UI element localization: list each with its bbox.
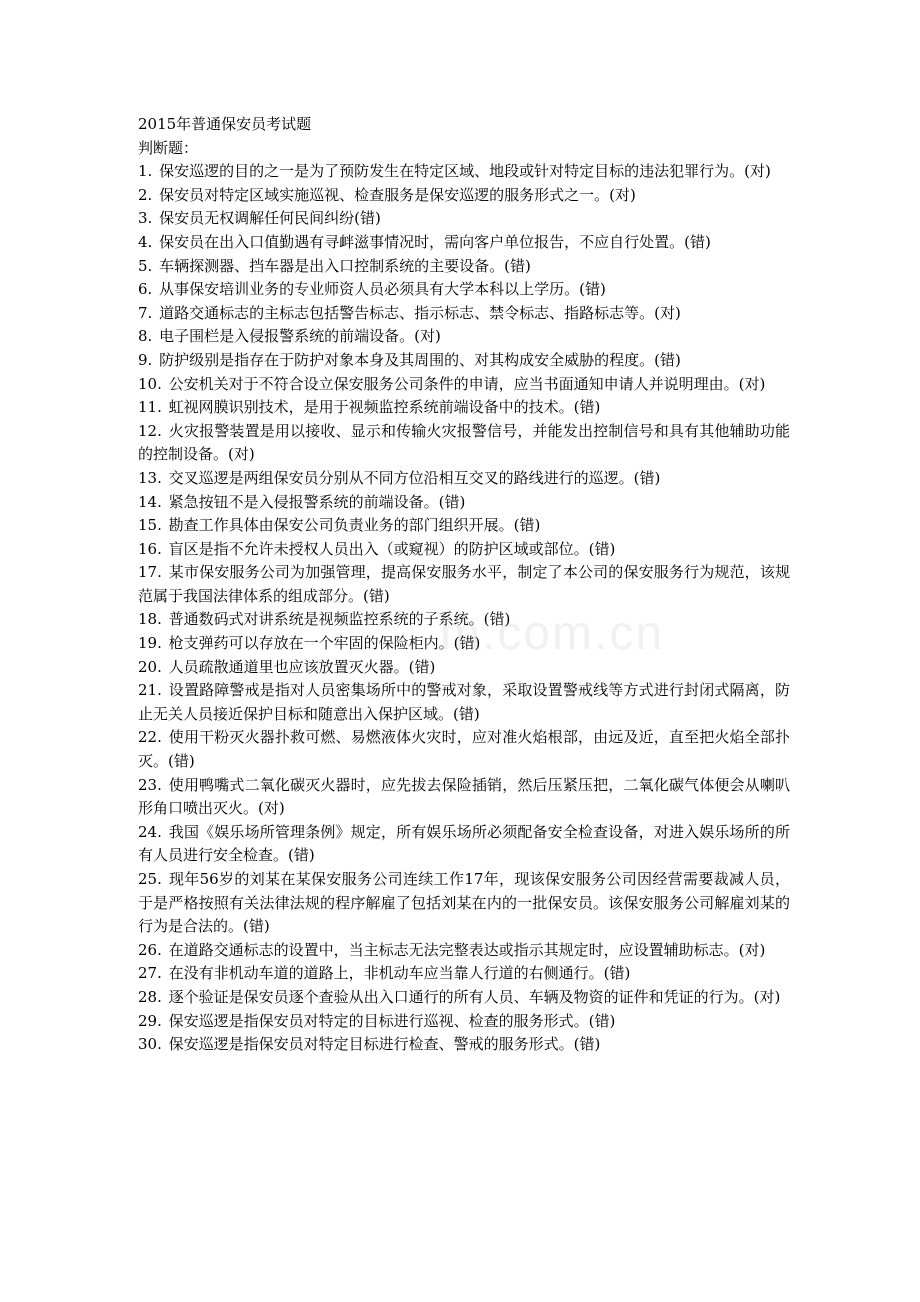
question-text: 逐个验证是保安员逐个查验从出入口通行的所有人员、车辆及物资的证件和凭证的行为。(对): [168, 987, 781, 1006]
question-text: 使用鸭嘴式二氧化碳灭火器时，应先拔去保险插销，然后压紧压把，二氧化碳气体便会从喇叭形角口喷出灭火。(对): [138, 775, 790, 818]
question-text: 车辆探测器、挡车器是出入口控制系统的主要设备。(错): [159, 256, 531, 275]
question-text: 在没有非机动车道的道路上，非机动车应当靠人行道的右侧通行。(错): [168, 964, 631, 983]
question-item: [138, 821, 790, 868]
question-text: 保安巡逻是指保安员对特定的目标进行巡视、检查的服务形式。(错): [168, 1011, 616, 1030]
question-item: [138, 656, 790, 680]
question-text: 保安员在出入口值勤遇有寻衅滋事情况时，需向客户单位报告，不应自行处置。(错): [159, 232, 711, 251]
question-number: 22.: [138, 728, 162, 747]
question-number: 4.: [138, 232, 153, 251]
question-item: [138, 255, 790, 279]
question-text: 某市保安服务公司为加强管理，提高保安服务水平，制定了本公司的保安服务行为规范，该规范属于我国法律体系的组成部分。(错): [138, 563, 790, 605]
question-text: 保安巡逻的目的之一是为了预防发生在特定区域、地段或针对特定目标的违法犯罪行为。(对): [159, 162, 771, 181]
question-text: 盲区是指不允许未授权人员出入（或窥视）的防护区域或部位。(错): [168, 539, 616, 558]
question-text: 防护级别是指存在于防护对象本身及其周围的、对其构成安全威胁的程度。(错): [159, 350, 681, 369]
question-number: 7.: [138, 303, 153, 322]
question-item: [138, 491, 790, 515]
question-number: 17.: [138, 563, 162, 582]
question-item: [138, 1010, 790, 1034]
question-item: [138, 160, 790, 184]
question-number: 26.: [138, 940, 162, 959]
question-item: [138, 207, 790, 231]
question-item: [138, 986, 790, 1010]
question-number: 9.: [138, 350, 153, 369]
question-item: [138, 396, 790, 420]
question-item: [138, 632, 790, 656]
question-item: [138, 868, 790, 939]
question-item: [138, 467, 790, 491]
question-item: [138, 420, 790, 467]
question-number: 5.: [138, 256, 153, 275]
question-number: 18.: [138, 610, 162, 629]
question-number: 25.: [138, 870, 162, 888]
question-number: 24.: [138, 822, 162, 841]
question-text: 从事保安培训业务的专业师资人员必须具有大学本科以上学历。(错): [159, 280, 606, 299]
question-item: [138, 774, 790, 821]
question-number: 1.: [138, 162, 153, 181]
question-number: 16.: [138, 539, 162, 558]
question-text: 在道路交通标志的设置中，当主标志无法完整表达或指示其规定时，应设置辅助标志。(对): [168, 940, 766, 959]
question-item: [138, 373, 790, 397]
question-item: [138, 608, 790, 632]
question-text: 保安员对特定区域实施巡视、检查服务是保安巡逻的服务形式之一。(对): [159, 185, 636, 204]
question-number: 27.: [138, 964, 162, 983]
question-number: 12.: [138, 421, 162, 440]
question-text: 现年56岁的刘某在某保安服务公司连续工作17年，现该保安服务公司因经营需要裁减人员，于是严格按照有关法律法规的程序解雇了包括刘某在内的一批保安员。该保安服务公司解雇刘某的行为是合法的。(错): [138, 870, 790, 936]
section-heading: 判断题：: [138, 138, 199, 157]
question-text: 保安员无权调解任何民间纠纷(错): [159, 209, 381, 228]
question-item: [138, 561, 790, 608]
question-number: 6.: [138, 280, 153, 299]
question-item: [138, 325, 790, 349]
document-body: [138, 113, 790, 1057]
question-number: 2.: [138, 185, 153, 204]
question-item: [138, 939, 790, 963]
question-item: [138, 538, 790, 562]
question-number: 20.: [138, 657, 162, 676]
watermark: m.com.cn: [440, 607, 665, 660]
question-number: 21.: [138, 681, 162, 700]
question-text: 紧急按钮不是入侵报警系统的前端设备。(错): [168, 492, 466, 511]
question-text: 交叉巡逻是两组保安员分别从不同方位沿相互交叉的路线进行的巡逻。(错): [168, 468, 661, 487]
question-number: 28.: [138, 987, 162, 1006]
question-number: 11.: [138, 398, 162, 417]
question-text: 虹视网膜识别技术，是用于视频监控系统前端设备中的技术。(错): [168, 398, 601, 417]
question-item: [138, 302, 790, 326]
question-number: 23.: [138, 775, 162, 794]
question-text: 保安巡逻是指保安员对特定目标进行检查、警戒的服务形式。(错): [168, 1035, 601, 1054]
question-number: 19.: [138, 634, 162, 653]
question-text: 电子围栏是入侵报警系统的前端设备。(对): [159, 327, 441, 346]
question-text: 枪支弹药可以存放在一个牢固的保险柜内。(错): [168, 634, 481, 653]
question-text: 人员疏散通道里也应该放置灭火器。(错): [168, 657, 436, 676]
document-title: 2015年普通保安员考试题: [138, 115, 312, 133]
question-list: [138, 160, 790, 1057]
question-number: 8.: [138, 327, 153, 346]
question-number: 10.: [138, 374, 162, 393]
question-text: 勘查工作具体由保安公司负责业务的部门组织开展。(错): [168, 516, 541, 535]
question-item: [138, 962, 790, 986]
question-text: 公安机关对于不符合设立保安服务公司条件的申请，应当书面通知申请人并说明理由。(对): [168, 374, 766, 393]
question-number: 30.: [138, 1035, 162, 1054]
question-item: [138, 679, 790, 726]
question-text: 普通数码式对讲系统是视频监控系统的子系统。(错): [168, 610, 511, 629]
question-text: 我国《娱乐场所管理条例》规定，所有娱乐场所必须配备安全检查设备，对进入娱乐场所的所有人员进行安全检查。(错): [138, 822, 790, 865]
question-item: [138, 1033, 790, 1057]
question-text: 道路交通标志的主标志包括警告标志、指示标志、禁令标志、指路标志等。(对): [159, 303, 681, 322]
question-number: 29.: [138, 1011, 162, 1030]
question-item: [138, 726, 790, 773]
question-item: [138, 231, 790, 255]
question-number: 14.: [138, 492, 162, 511]
question-number: 15.: [138, 516, 162, 535]
question-text: 设置路障警戒是指对人员密集场所中的警戒对象，采取设置警戒线等方式进行封闭式隔离，防止无关人员接近保护目标和随意出入保护区域。(错): [138, 681, 790, 723]
question-number: 3.: [138, 209, 153, 228]
question-text: 使用干粉灭火器扑救可燃、易燃液体火灾时，应对准火焰根部，由远及近，直至把火焰全部扑灭。(错): [138, 728, 790, 771]
question-item: [138, 184, 790, 208]
question-item: [138, 349, 790, 373]
question-number: 13.: [138, 468, 162, 487]
question-item: [138, 278, 790, 302]
question-text: 火灾报警装置是用以接收、显示和传输火灾报警信号，并能发出控制信号和具有其他辅助功能的控制设备。(对): [138, 421, 790, 464]
question-item: [138, 514, 790, 538]
